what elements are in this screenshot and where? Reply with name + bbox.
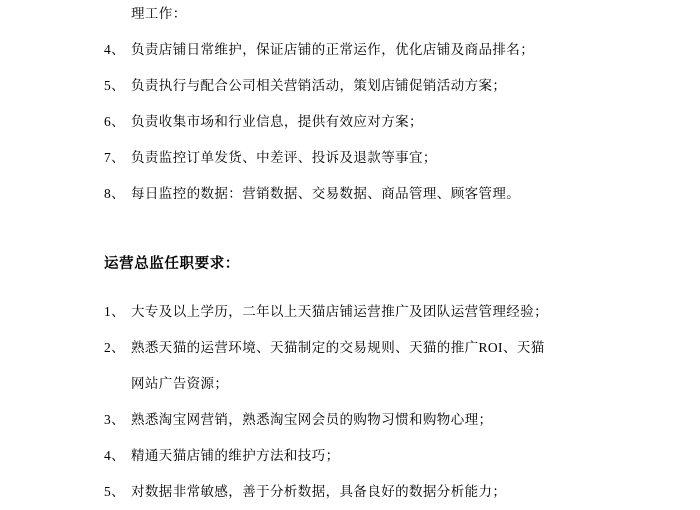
list-item — [104, 294, 570, 330]
list-item-text: 负责执行与配合公司相关营销活动，策划店铺促销活动方案； — [131, 78, 507, 93]
list-marker: 8、 — [104, 186, 126, 201]
list-item — [104, 402, 570, 438]
list-item-text: 精通天猫店铺的维护方法和技巧； — [131, 448, 340, 463]
list-marker: 7、 — [104, 150, 126, 165]
list-item — [104, 32, 570, 68]
list-marker: 4、 — [104, 448, 126, 463]
list-item — [104, 68, 570, 104]
list-item-text: 负责店铺日常维护，保证店铺的正常运作，优化店铺及商品排名； — [131, 42, 535, 57]
paragraph-continuation-top: 理工作： — [131, 6, 187, 21]
list-marker: 2、 — [104, 340, 126, 355]
list-item-text: 熟悉天猫的运营环境、天猫制定的交易规则、天猫的推广ROI、天猫 — [131, 340, 545, 355]
list-item-text: 熟悉淘宝网营销，熟悉淘宝网会员的购物习惯和购物心理； — [131, 412, 493, 427]
document-body — [104, 0, 570, 510]
list-item — [104, 140, 570, 176]
list-marker: 3、 — [104, 412, 126, 427]
list-item — [104, 104, 570, 140]
list-marker: 5、 — [104, 78, 126, 93]
list-marker: 4、 — [104, 42, 126, 57]
section-heading: 运营总监任职要求： — [104, 256, 240, 272]
list-marker: 6、 — [104, 114, 126, 129]
list-item — [104, 438, 570, 474]
list-item — [104, 176, 570, 212]
list-item-text: 对数据非常敏感，善于分析数据，具备良好的数据分析能力； — [131, 484, 507, 499]
list-item-text: 每日监控的数据：营销数据、交易数据、商品管理、顾客管理。 — [131, 186, 521, 201]
list-marker: 1、 — [104, 304, 126, 319]
heading-spacer — [104, 282, 570, 294]
list-item-text: 负责收集市场和行业信息，提供有效应对方案； — [131, 114, 423, 129]
list-item-text: 大专及以上学历，二年以上天猫店铺运营推广及团队运营管理经验； — [131, 304, 548, 319]
list-item — [104, 474, 570, 510]
list-marker: 5、 — [104, 484, 126, 499]
list-item-text: 负责监控订单发货、中差评、投诉及退款等事宜； — [131, 150, 437, 165]
paragraph-continuation: 网站广告资源； — [131, 376, 229, 391]
list-item — [104, 330, 570, 366]
section-spacer — [104, 212, 570, 246]
